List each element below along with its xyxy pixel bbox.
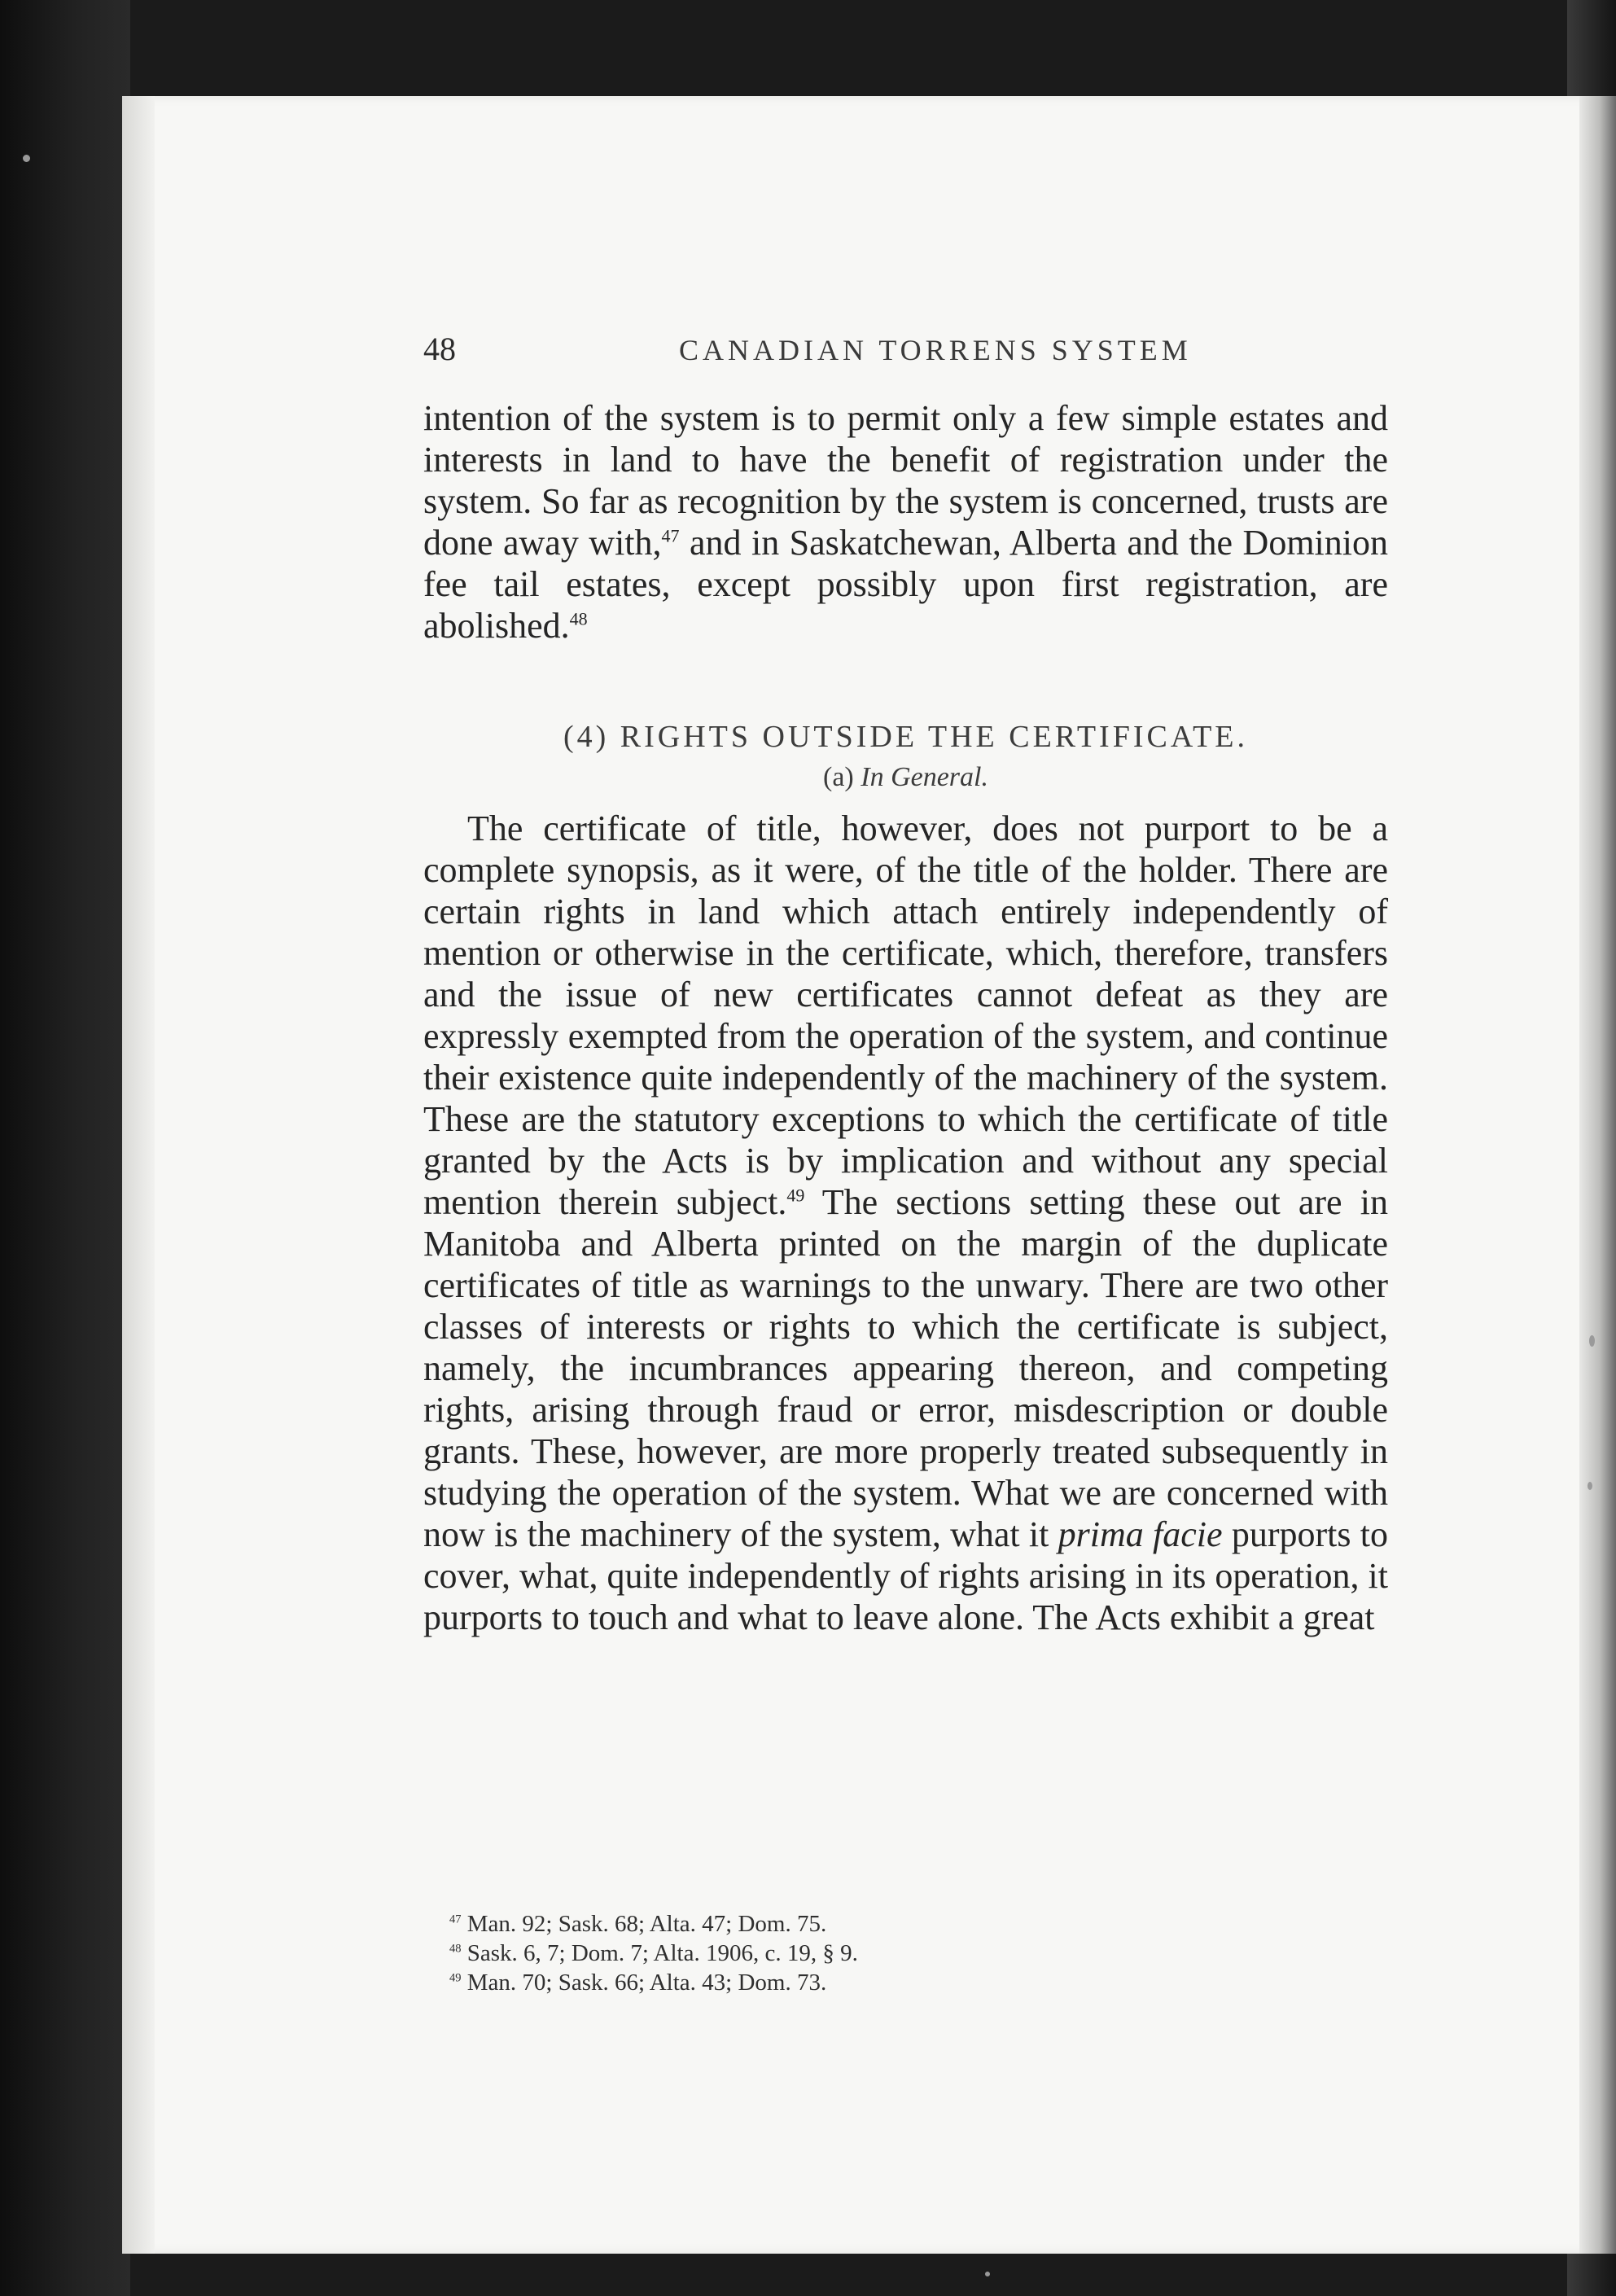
running-head: CANADIAN TORRENS SYSTEM: [679, 334, 1192, 366]
footnote-49: [449, 1968, 1345, 1997]
paragraph-1-text-a: intention of the system is to permit only a few simple estates and interests in land to have the benefit of registration under the system. So far as recognition by the system is concerned, trusts are done away with,: [423, 398, 1388, 563]
page-number: 48: [423, 331, 456, 367]
page-gutter-shadow: [122, 96, 155, 2254]
section-heading-block: [423, 715, 1388, 796]
footnote-text: Man. 70; Sask. 66; Alta. 43; Dom. 73.: [461, 1970, 827, 1996]
paragraph-2-text-c: purports to cover, what, quite independently of rights arising in its operation, it purports to touch and what to leave alone. The Acts exhibit a great: [423, 1514, 1388, 1637]
paragraph-1: [423, 397, 1388, 646]
footnote-ref-47: 47: [661, 525, 680, 546]
footnote-text: Man. 92; Sask. 68; Alta. 47; Dom. 75.: [461, 1911, 827, 1937]
footnote-marker: 49: [449, 1971, 462, 1985]
footnote-text: Sask. 6, 7; Dom. 7; Alta. 1906, c. 19, § 9.: [461, 1940, 858, 1966]
paragraph-2-text-b: The sections setting these out are in Manitoba and Alberta printed on the margin of the duplicate certificates of title as warnings to the unwary. There are two other classes of interests or rights to which the certificate is subject, namely, the incumbrances appearing thereon, and competing rights, arising through fraud or error, misdescription or double grants. These, however, are more properly treated subsequently in studying the operation of the system. What we are concerned with now is the machinery of the system, what it: [423, 1182, 1388, 1554]
footnote-marker: 47: [449, 1913, 462, 1926]
footnote-ref-48: 48: [569, 608, 588, 629]
paragraph-2: [423, 808, 1388, 1638]
section-heading: (4) RIGHTS OUTSIDE THE CERTIFICATE.: [563, 720, 1249, 754]
scan-dark-border-left: [0, 0, 130, 2296]
subsection-title: In General.: [861, 762, 988, 792]
footnotes: [449, 1909, 1345, 1997]
scan-speck: [985, 2272, 990, 2276]
scan-speck: [23, 155, 30, 162]
paragraph-2-text-a: The certificate of title, however, does not purport to be a complete synopsis, as it were, of the title of the holder. There are certain rights in land which attach entirely independently of mention or otherwise in the certificate, which, therefore, transfers and the issue of new certificates cannot defeat as they are expressly exempted from the operation of the system, and continue their existence quite independently of the machinery of the system. These are the statutory exceptions to which the certificate of title granted by the Acts is by implication and without any special mention therein subject.: [423, 808, 1388, 1222]
italic-phrase: prima facie: [1058, 1514, 1223, 1554]
page-header: [423, 330, 1384, 379]
scan-speck: [1588, 1482, 1592, 1490]
paragraph-1-text-b: and in Saskatchewan, Alberta and the Dominion fee tail estates, except possibly upon first registration, are abolished.: [423, 523, 1388, 646]
subsection-heading: [423, 759, 1388, 796]
footnote-ref-49: 49: [786, 1185, 805, 1206]
scan-speck: [1589, 1335, 1595, 1347]
subsection-label: (a): [823, 762, 854, 792]
footnote-47: [449, 1909, 1345, 1939]
page-right-edge: [1579, 96, 1616, 2254]
footnote-marker: 48: [449, 1942, 462, 1956]
footnote-48: [449, 1939, 1345, 1968]
